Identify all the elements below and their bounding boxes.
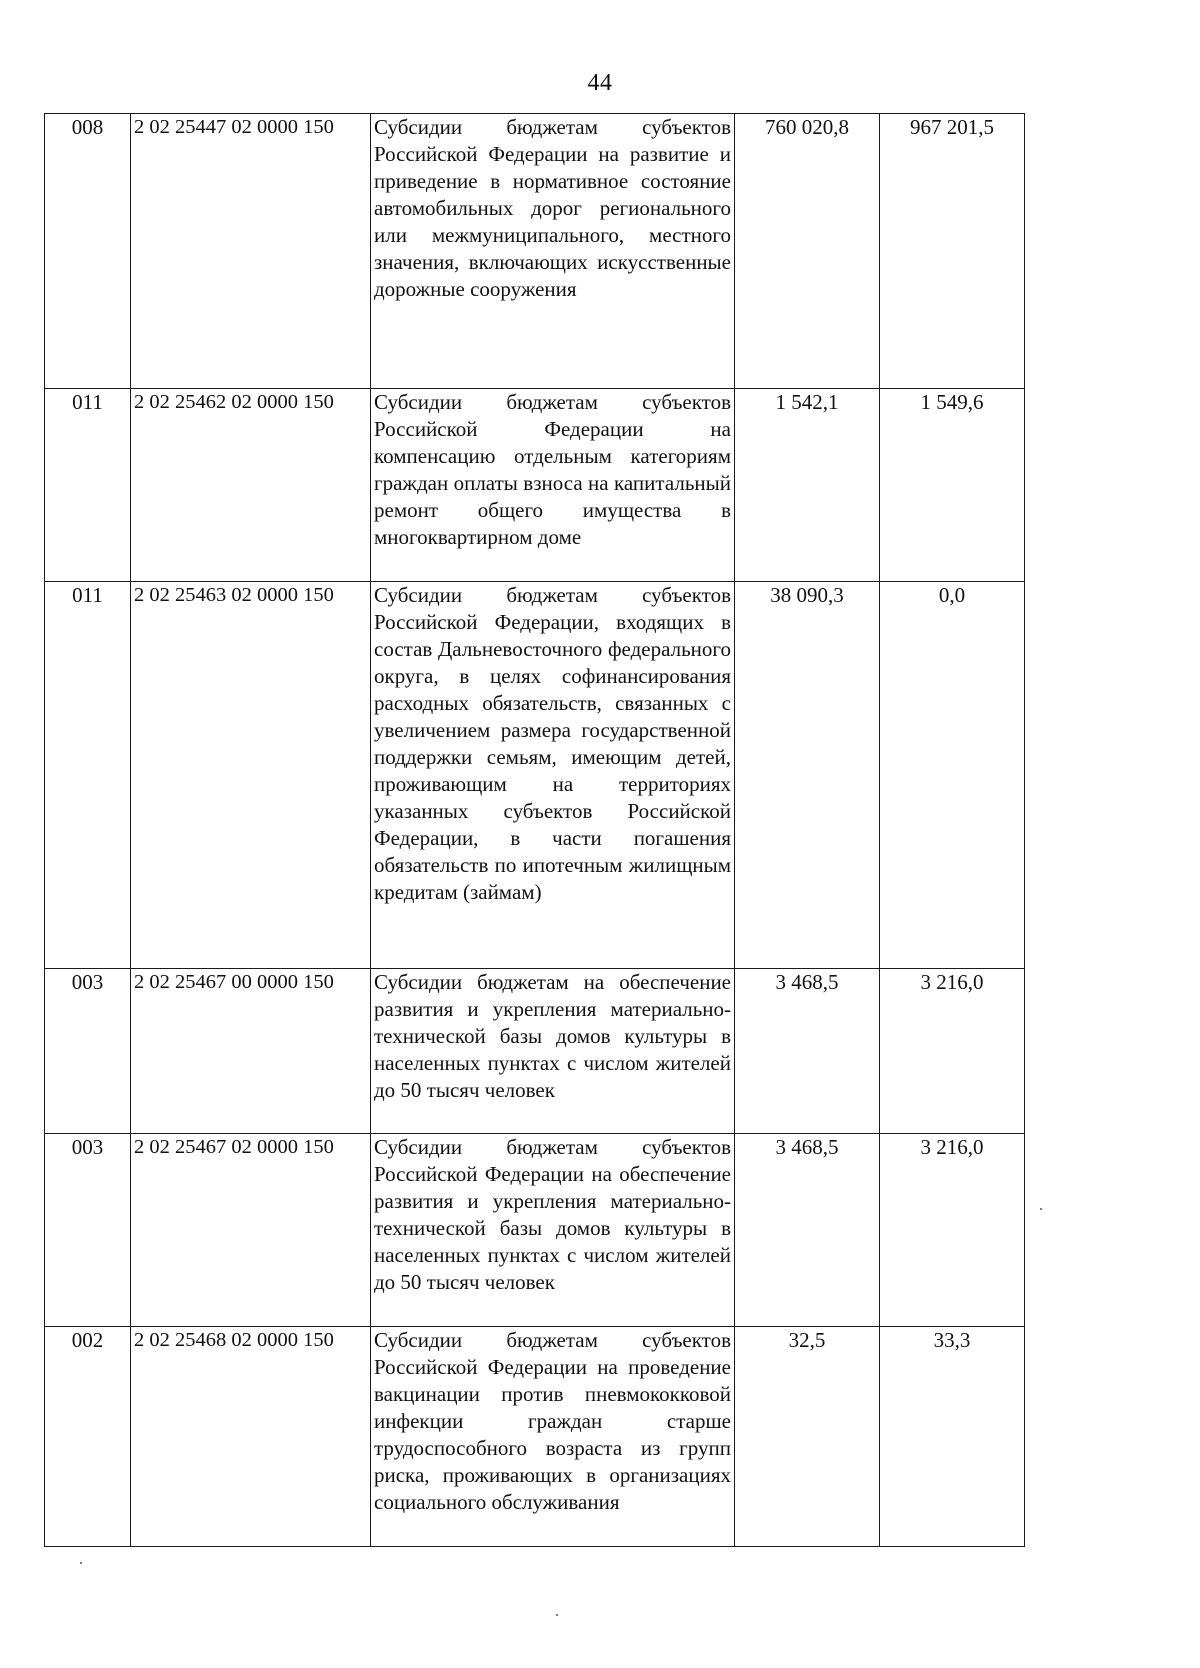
amount-cell-1: 760 020,8 — [735, 114, 880, 389]
budget-table — [44, 113, 1025, 1547]
amount-cell-2: 3 216,0 — [880, 1134, 1025, 1327]
amount-cell-1: 3 468,5 — [735, 1134, 880, 1327]
budget-code-cell: 2 02 25467 00 0000 150 — [131, 969, 371, 1134]
admin-code-cell: 003 — [45, 1134, 131, 1327]
amount-cell-2: 967 201,5 — [880, 114, 1025, 389]
scan-speck — [80, 1562, 82, 1564]
table-row — [45, 114, 1025, 389]
table-row — [45, 1327, 1025, 1547]
amount-cell-1: 1 542,1 — [735, 389, 880, 582]
budget-code-cell: 2 02 25462 02 0000 150 — [131, 389, 371, 582]
budget-code-cell: 2 02 25447 02 0000 150 — [131, 114, 371, 389]
table-row — [45, 389, 1025, 582]
amount-cell-2: 1 549,6 — [880, 389, 1025, 582]
page-number: 44 — [587, 70, 613, 96]
admin-code-cell: 011 — [45, 582, 131, 969]
amount-cell-1: 38 090,3 — [735, 582, 880, 969]
income-name-cell: Субсидии бюджетам субъектов Российской Федерации на компенсацию отдельным категориям граждан оплаты взноса на капитальный ремонт общего имущества в многоквартирном доме — [371, 389, 735, 582]
amount-cell-2: 33,3 — [880, 1327, 1025, 1547]
admin-code-cell: 008 — [45, 114, 131, 389]
income-name-cell: Субсидии бюджетам субъектов Российской Федерации на развитие и приведение в нормативное состояние автомобильных дорог регионального или межмуниципального, местного значения, включающих искусственные дорожные сооружения — [371, 114, 735, 389]
amount-cell-1: 32,5 — [735, 1327, 880, 1547]
admin-code-cell: 002 — [45, 1327, 131, 1547]
budget-code-cell: 2 02 25467 02 0000 150 — [131, 1134, 371, 1327]
table-row — [45, 582, 1025, 969]
scan-speck — [1040, 1208, 1042, 1210]
income-name-cell: Субсидии бюджетам субъектов Российской Федерации на обеспечение развития и укрепления материально-технической базы домов культуры в населенных пунктах с числом жителей до 50 тысяч человек — [371, 1134, 735, 1327]
table-row — [45, 969, 1025, 1134]
admin-code-cell: 011 — [45, 389, 131, 582]
income-name-cell: Субсидии бюджетам на обеспечение развития и укрепления материально-технической базы домов культуры в населенных пунктах с числом жителей до 50 тысяч человек — [371, 969, 735, 1134]
budget-code-cell: 2 02 25468 02 0000 150 — [131, 1327, 371, 1547]
amount-cell-1: 3 468,5 — [735, 969, 880, 1134]
admin-code-cell: 003 — [45, 969, 131, 1134]
amount-cell-2: 0,0 — [880, 582, 1025, 969]
table-row — [45, 1134, 1025, 1327]
budget-code-cell: 2 02 25463 02 0000 150 — [131, 582, 371, 969]
scan-speck — [556, 1614, 558, 1616]
income-name-cell: Субсидии бюджетам субъектов Российской Федерации, входящих в состав Дальневосточного федерального округа, в целях софинансирования расходных обязательств, связанных с увеличением размера государственной поддержки семьям, имеющим детей, проживающим на территориях указанных субъектов Российской Федерации, в части погашения обязательств по ипотечным жилищным кредитам (займам) — [371, 582, 735, 969]
income-name-cell: Субсидии бюджетам субъектов Российской Федерации на проведение вакцинации против пневмококковой инфекции граждан старше трудоспособного возраста из групп риска, проживающих в организациях социального обслуживания — [371, 1327, 735, 1547]
amount-cell-2: 3 216,0 — [880, 969, 1025, 1134]
